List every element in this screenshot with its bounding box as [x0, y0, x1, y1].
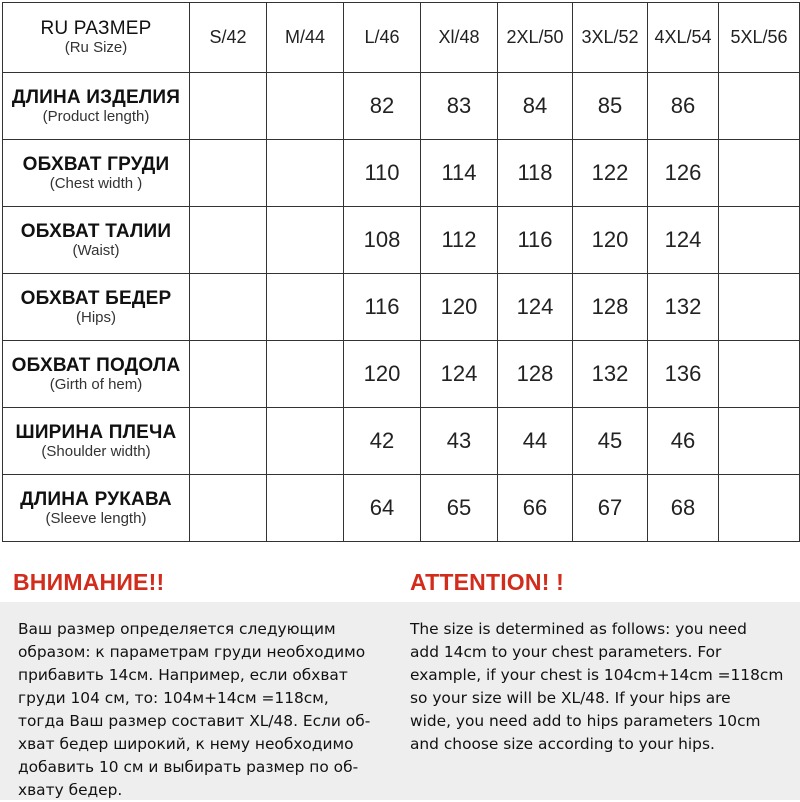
table-cell: 84: [498, 73, 573, 140]
table-cell: 132: [648, 274, 719, 341]
table-cell: 128: [573, 274, 648, 341]
table-cell: [267, 73, 344, 140]
table-cell: 114: [421, 140, 498, 207]
row-label-en: (Sleeve length): [45, 509, 147, 527]
row-label-ru: ОБХВАТ БЕДЕР: [20, 287, 172, 309]
table-cell: [267, 140, 344, 207]
table-cell: [267, 408, 344, 475]
attention-text-ru: Ваш размер определяется следующим образом: к параметрам груди необходимо прибавить 14см. Например, если обхват груди 104 см, то: 104м+14см =118см, тогда Ваш размер составит XL/48. Если об- хват бедер широкий, к нему необходимо добавить 10 см и выбирать размер по об- хвату бедер.: [18, 620, 371, 799]
table-cell: [190, 207, 267, 274]
table-cell: 67: [573, 475, 648, 542]
row-label: [3, 341, 190, 408]
table-cell: [719, 73, 800, 140]
table-row-shoulder: [3, 408, 800, 475]
row-label: [3, 408, 190, 475]
table-cell: 85: [573, 73, 648, 140]
table-cell: 128: [498, 341, 573, 408]
size-header-ru: RU РАЗМЕР: [40, 18, 152, 39]
row-label-en: (Product length): [42, 107, 150, 125]
row-label-en: (Girth of hem): [49, 375, 143, 393]
table-row-hem: [3, 341, 800, 408]
row-label-ru: ШИРИНА ПЛЕЧА: [15, 421, 177, 443]
table-cell: [267, 475, 344, 542]
table-cell: 118: [498, 140, 573, 207]
table-cell: 82: [344, 73, 421, 140]
row-label-ru: ОБХВАТ ТАЛИИ: [20, 220, 172, 242]
size-col-3xl: 3XL/52: [573, 3, 648, 73]
table-cell: 86: [648, 73, 719, 140]
size-col-m: M/44: [267, 3, 344, 73]
table-cell: [719, 140, 800, 207]
row-label: [3, 274, 190, 341]
size-chart-table: [2, 2, 800, 542]
row-label: [3, 140, 190, 207]
table-cell: 120: [573, 207, 648, 274]
table-row-hips: [3, 274, 800, 341]
table-cell: 44: [498, 408, 573, 475]
table-cell: 126: [648, 140, 719, 207]
table-row-sleeve: [3, 475, 800, 542]
table-cell: [267, 274, 344, 341]
table-row-chest: [3, 140, 800, 207]
size-header-en: (Ru Size): [64, 39, 128, 56]
table-cell: 65: [421, 475, 498, 542]
table-cell: 120: [421, 274, 498, 341]
table-cell: 136: [648, 341, 719, 408]
table-cell: [190, 341, 267, 408]
row-label: [3, 207, 190, 274]
table-cell: [190, 274, 267, 341]
row-label-en: (Hips): [76, 308, 116, 326]
table-row-product-length: [3, 73, 800, 140]
table-cell: [267, 341, 344, 408]
attention-notes-panel: [0, 602, 800, 800]
row-label-ru: ОБХВАТ ПОДОЛА: [11, 354, 181, 376]
attention-header-row: [0, 563, 800, 600]
table-cell: [190, 140, 267, 207]
row-label: [3, 475, 190, 542]
table-cell: [719, 207, 800, 274]
size-header-label-cell: [3, 3, 190, 73]
table-cell: 66: [498, 475, 573, 542]
attention-title-en: ATTENTION! !: [410, 569, 565, 595]
table-cell: [190, 475, 267, 542]
table-cell: 120: [344, 341, 421, 408]
table-cell: [719, 475, 800, 542]
row-label-ru: ДЛИНА ИЗДЕЛИЯ: [11, 86, 181, 108]
table-cell: 43: [421, 408, 498, 475]
table-cell: [267, 207, 344, 274]
row-label-en: (Chest width ): [49, 174, 143, 192]
size-col-s: S/42: [190, 3, 267, 73]
size-col-xl: Xl/48: [421, 3, 498, 73]
table-cell: 112: [421, 207, 498, 274]
row-label-ru: ДЛИНА РУКАВА: [20, 488, 172, 510]
table-cell: 68: [648, 475, 719, 542]
table-cell: 124: [648, 207, 719, 274]
table-cell: [719, 274, 800, 341]
table-cell: [190, 73, 267, 140]
table-cell: 124: [421, 341, 498, 408]
table-cell: 110: [344, 140, 421, 207]
table-cell: 116: [344, 274, 421, 341]
size-header-row: [3, 3, 800, 73]
row-label: [3, 73, 190, 140]
table-cell: [719, 341, 800, 408]
table-row-waist: [3, 207, 800, 274]
size-col-l: L/46: [344, 3, 421, 73]
table-cell: 108: [344, 207, 421, 274]
row-label-ru: ОБХВАТ ГРУДИ: [22, 153, 170, 175]
table-cell: 64: [344, 475, 421, 542]
table-cell: [190, 408, 267, 475]
table-cell: 132: [573, 341, 648, 408]
attention-title-ru: ВНИМАНИЕ!!: [13, 569, 165, 595]
row-label-en: (Waist): [72, 241, 120, 259]
attention-text-en: The size is determined as follows: you need add 14cm to your chest parameters. For example, if your chest is 104cm+14cm =118cm so your size will be XL/48. If your hips are wide, you need add to hips parameters 10cm and choose size according to your hips.: [410, 620, 784, 753]
table-cell: 45: [573, 408, 648, 475]
table-cell: 83: [421, 73, 498, 140]
row-label-en: (Shoulder width): [41, 442, 151, 460]
size-col-4xl: 4XL/54: [648, 3, 719, 73]
table-cell: 122: [573, 140, 648, 207]
size-col-5xl: 5XL/56: [719, 3, 800, 73]
size-col-2xl: 2XL/50: [498, 3, 573, 73]
table-cell: 124: [498, 274, 573, 341]
table-cell: 42: [344, 408, 421, 475]
table-cell: 116: [498, 207, 573, 274]
table-cell: [719, 408, 800, 475]
table-cell: 46: [648, 408, 719, 475]
